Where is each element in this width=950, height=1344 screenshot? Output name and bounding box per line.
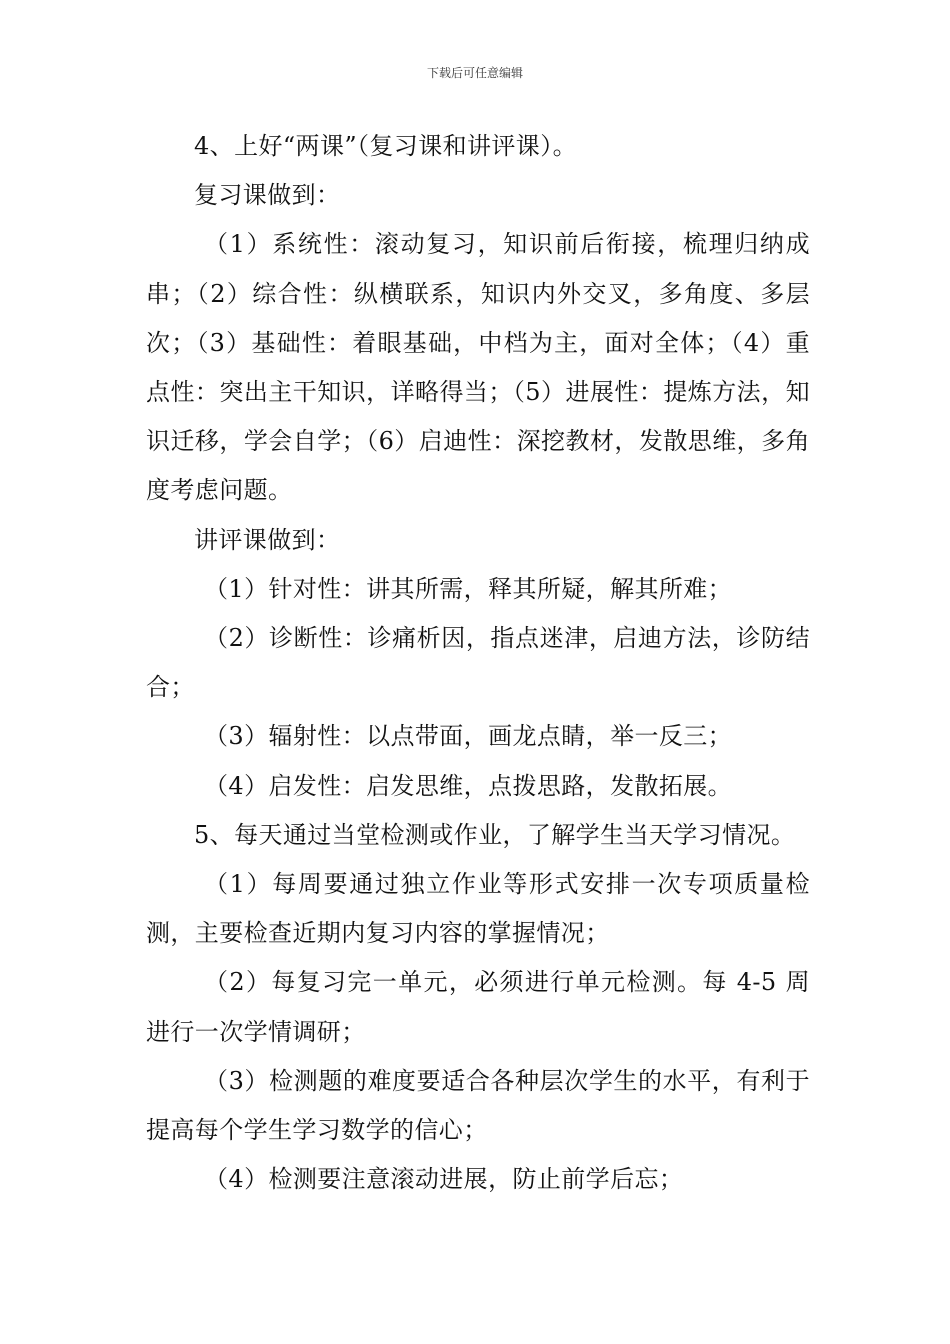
document-body <box>146 122 810 1204</box>
paragraph: （4）检测要注意滚动进展，防止前学后忘； <box>204 1165 684 1194</box>
page-header: 下载后可任意编辑 <box>426 66 523 80</box>
paragraph: （1）每周要通过独立作业等形式安排一次专项质量检测，主要检查近期内复习内容的掌握情况； <box>146 870 810 948</box>
subheading: 讲评课做到： <box>194 525 341 554</box>
section-heading: 4、上好“两课”（复习课和讲评课）。 <box>194 132 578 160</box>
paragraph: （2）每复习完一单元，必须进行单元检测。每 4-5 周进行一次学情调研； <box>146 968 810 1046</box>
paragraph: （4）启发性：启发思维，点拨思路，发散拓展。 <box>204 771 733 800</box>
section-heading: 5、每天通过当堂检测或作业，了解学生当天学习情况。 <box>194 820 796 849</box>
subheading: 复习课做到： <box>194 181 341 210</box>
paragraph: （3）检测题的难度要适合各种层次学生的水平，有利于提高每个学生学习数学的信心； <box>146 1066 810 1145</box>
paragraph: （2）诊断性：诊痛析因，指点迷津，启迪方法，诊防结合； <box>146 624 810 702</box>
paragraph: （3）辐射性：以点带面，画龙点睛，举一反三； <box>204 722 733 751</box>
paragraph: （1）系统性：滚动复习，知识前后衔接，梳理归纳成串；（2）综合性：纵横联系，知识内外交叉，多角度、多层次；（3）基础性：着眼基础，中档为主，面对全体；（4）重点性：突出主干知识，详略得当；（5）进展性：提炼方法，知识迁移，学会自学；（6）启迪性：深挖教材，发散思维，多角度考虑问题。 <box>146 230 810 505</box>
paragraph: （1）针对性：讲其所需，释其所疑，解其所难； <box>204 574 733 603</box>
